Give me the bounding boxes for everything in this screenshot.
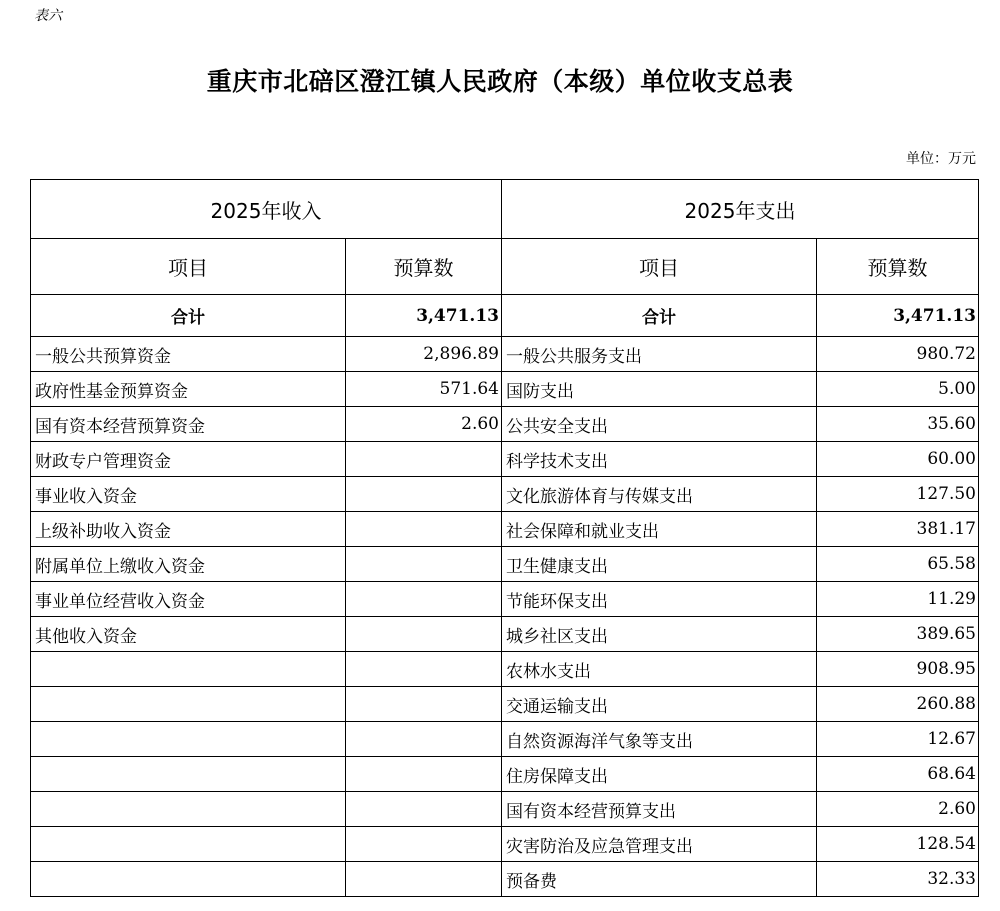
income-item-cell	[31, 687, 346, 722]
income-item-cell	[31, 722, 346, 757]
expense-total-label: 合计	[502, 295, 817, 337]
income-value-cell	[346, 827, 502, 862]
table-row	[31, 827, 979, 862]
expense-item-cell: 科学技术支出	[502, 442, 817, 477]
expense-value-cell: 68.64	[817, 757, 979, 792]
income-item-cell: 一般公共预算资金	[31, 337, 346, 372]
income-value-cell	[346, 512, 502, 547]
income-value-cell: 2.60	[346, 407, 502, 442]
income-item-cell: 上级补助收入资金	[31, 512, 346, 547]
expense-total-value: 3,471.13	[817, 295, 979, 337]
table-row	[31, 862, 979, 897]
income-total-value: 3,471.13	[346, 295, 502, 337]
expense-value-cell: 128.54	[817, 827, 979, 862]
expense-budget-header: 预算数	[817, 239, 979, 295]
table-row	[31, 652, 979, 687]
expense-item-cell: 国防支出	[502, 372, 817, 407]
table-row	[31, 547, 979, 582]
income-item-cell: 其他收入资金	[31, 617, 346, 652]
table-row	[31, 442, 979, 477]
expense-item-cell: 文化旅游体育与传媒支出	[502, 477, 817, 512]
income-item-cell: 政府性基金预算资金	[31, 372, 346, 407]
expense-value-cell: 260.88	[817, 687, 979, 722]
expense-value-cell: 980.72	[817, 337, 979, 372]
table-row	[31, 722, 979, 757]
income-item-header: 项目	[31, 239, 346, 295]
expense-value-cell: 11.29	[817, 582, 979, 617]
income-value-cell	[346, 687, 502, 722]
table-row	[31, 337, 979, 372]
expense-section-title: 2025年支出	[502, 180, 979, 239]
table-row	[31, 582, 979, 617]
expense-value-cell: 2.60	[817, 792, 979, 827]
table-row	[31, 512, 979, 547]
income-item-cell: 国有资本经营预算资金	[31, 407, 346, 442]
expense-value-cell: 60.00	[817, 442, 979, 477]
expense-value-cell: 12.67	[817, 722, 979, 757]
expense-item-cell: 一般公共服务支出	[502, 337, 817, 372]
expense-item-cell: 预备费	[502, 862, 817, 897]
income-value-cell	[346, 547, 502, 582]
expense-value-cell: 32.33	[817, 862, 979, 897]
income-section-title: 2025年收入	[31, 180, 502, 239]
income-value-cell	[346, 862, 502, 897]
income-value-cell	[346, 582, 502, 617]
income-item-cell	[31, 792, 346, 827]
unit-label: 单位：万元	[906, 151, 976, 167]
expense-item-cell: 自然资源海洋气象等支出	[502, 722, 817, 757]
income-value-cell	[346, 652, 502, 687]
income-item-cell	[31, 827, 346, 862]
income-item-cell	[31, 757, 346, 792]
income-value-cell: 571.64	[346, 372, 502, 407]
expense-item-cell: 公共安全支出	[502, 407, 817, 442]
budget-summary-table	[30, 179, 979, 897]
expense-value-cell: 389.65	[817, 617, 979, 652]
expense-item-cell: 城乡社区支出	[502, 617, 817, 652]
column-header-row	[31, 239, 979, 295]
income-value-cell	[346, 757, 502, 792]
expense-value-cell: 908.95	[817, 652, 979, 687]
income-value-cell	[346, 792, 502, 827]
expense-item-cell: 灾害防治及应急管理支出	[502, 827, 817, 862]
expense-value-cell: 127.50	[817, 477, 979, 512]
income-value-cell	[346, 617, 502, 652]
table-row	[31, 372, 979, 407]
section-header-row	[31, 180, 979, 239]
income-item-cell: 事业单位经营收入资金	[31, 582, 346, 617]
expense-item-cell: 卫生健康支出	[502, 547, 817, 582]
income-item-cell: 附属单位上缴收入资金	[31, 547, 346, 582]
table-row	[31, 617, 979, 652]
expense-value-cell: 65.58	[817, 547, 979, 582]
income-item-cell: 财政专户管理资金	[31, 442, 346, 477]
expense-item-header: 项目	[502, 239, 817, 295]
expense-value-cell: 381.17	[817, 512, 979, 547]
income-budget-header: 预算数	[346, 239, 502, 295]
table-number-tag: 表六	[34, 8, 62, 24]
income-item-cell: 事业收入资金	[31, 477, 346, 512]
expense-item-cell: 国有资本经营预算支出	[502, 792, 817, 827]
income-value-cell: 2,896.89	[346, 337, 502, 372]
table-row	[31, 792, 979, 827]
income-value-cell	[346, 477, 502, 512]
expense-item-cell: 住房保障支出	[502, 757, 817, 792]
expense-value-cell: 5.00	[817, 372, 979, 407]
expense-item-cell: 农林水支出	[502, 652, 817, 687]
table-row	[31, 407, 979, 442]
total-row	[31, 295, 979, 337]
expense-item-cell: 交通运输支出	[502, 687, 817, 722]
income-total-label: 合计	[31, 295, 346, 337]
income-value-cell	[346, 442, 502, 477]
income-item-cell	[31, 652, 346, 687]
expense-value-cell: 35.60	[817, 407, 979, 442]
expense-item-cell: 社会保障和就业支出	[502, 512, 817, 547]
income-item-cell	[31, 862, 346, 897]
page-title: 重庆市北碚区澄江镇人民政府（本级）单位收支总表	[206, 67, 794, 96]
income-value-cell	[346, 722, 502, 757]
table-row	[31, 757, 979, 792]
table-row	[31, 477, 979, 512]
table-row	[31, 687, 979, 722]
expense-item-cell: 节能环保支出	[502, 582, 817, 617]
